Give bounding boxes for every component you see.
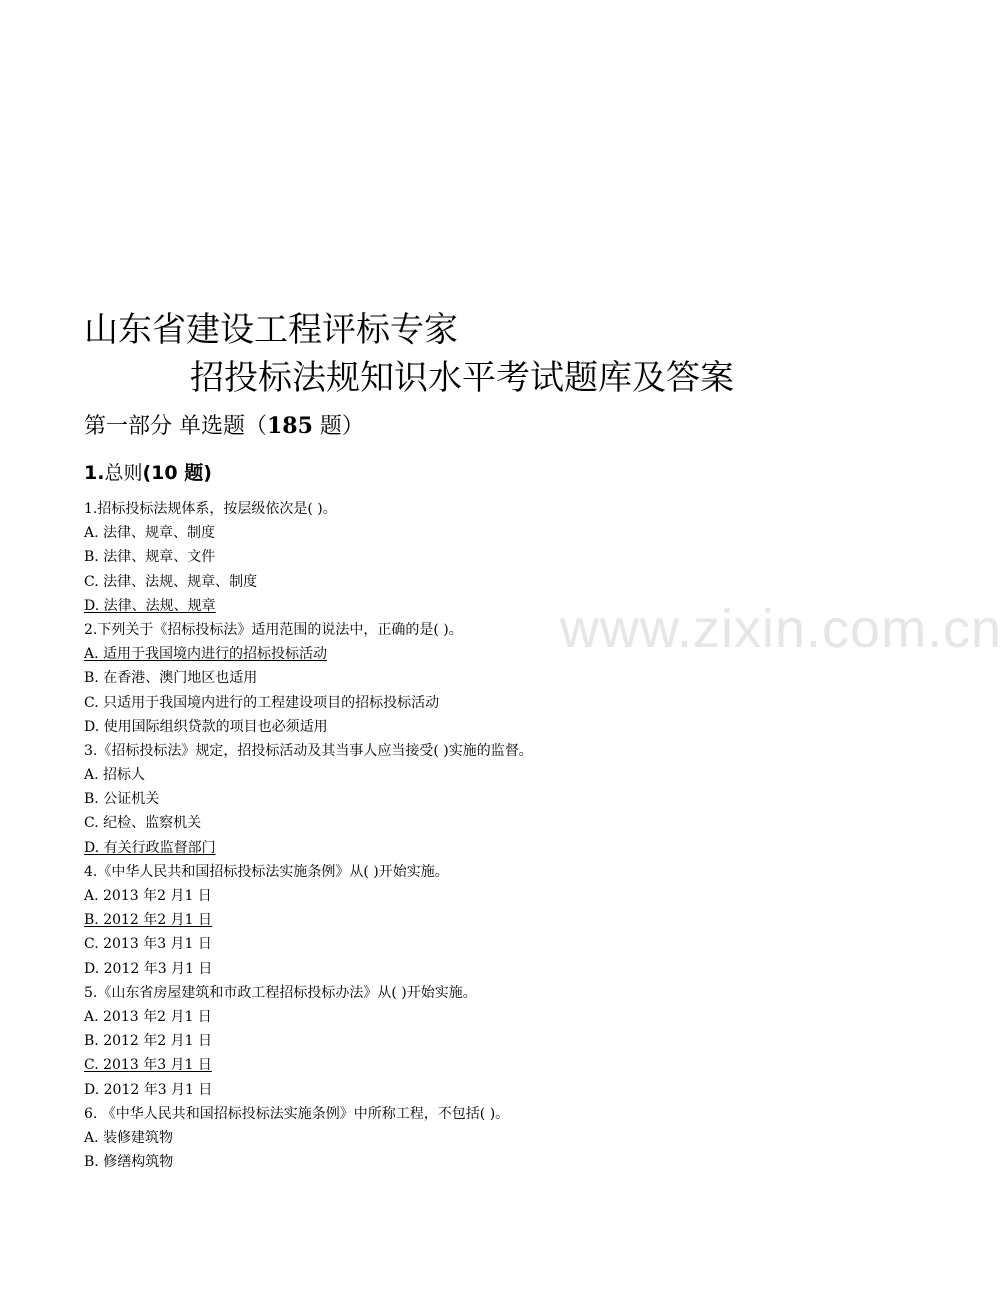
option-text: B. 2012 年2 月1 日 bbox=[84, 1033, 212, 1050]
option-text: A. 2013 年2 月1 日 bbox=[84, 1008, 212, 1025]
answer-option bbox=[84, 957, 884, 981]
correct-answer-option bbox=[84, 836, 884, 860]
answer-option bbox=[84, 932, 884, 956]
question-text bbox=[84, 739, 884, 763]
option-text: B. 在香港、澳门地区也适用 bbox=[84, 670, 258, 687]
correct-answer-option bbox=[84, 642, 884, 666]
option-text: D. 2012 年3 月1 日 bbox=[84, 1081, 213, 1098]
question-text bbox=[84, 860, 884, 884]
answer-option bbox=[84, 545, 884, 569]
question-text bbox=[84, 618, 884, 642]
question-text bbox=[84, 497, 884, 521]
question-text-content: 1.招标投标法规体系，按层级依次是( )。 bbox=[84, 501, 337, 517]
question-text-content: 6. 《中华人民共和国招标投标法实施条例》中所称工程，不包括( )。 bbox=[84, 1105, 510, 1122]
section-name: 总则 bbox=[104, 462, 143, 484]
option-text: C. 2013 年3 月1 日 bbox=[84, 1057, 212, 1074]
answer-option bbox=[84, 691, 884, 715]
watermark: www.zixin.com.cn bbox=[560, 599, 1002, 659]
option-text: A. 适用于我国境内进行的招标投标活动 bbox=[84, 646, 328, 663]
answer-option bbox=[84, 1126, 884, 1150]
part-heading-prefix: 第一部分 单选题（ bbox=[84, 414, 267, 439]
answer-option bbox=[84, 1029, 884, 1053]
answer-option bbox=[84, 570, 884, 594]
answer-option bbox=[84, 715, 884, 739]
option-text: C. 只适用于我国境内进行的工程建设项目的招标投标活动 bbox=[84, 694, 440, 711]
part-heading-count: 185 bbox=[267, 413, 313, 439]
answer-option bbox=[84, 763, 884, 787]
answer-option bbox=[84, 666, 884, 690]
part-heading bbox=[84, 410, 364, 443]
answer-option bbox=[84, 811, 884, 835]
correct-answer-option bbox=[84, 1053, 884, 1077]
question-text-content: 2.下列关于《招标投标法》适用范围的说法中，正确的是( )。 bbox=[84, 621, 463, 638]
part-heading-suffix: 题） bbox=[312, 414, 364, 439]
answer-option bbox=[84, 1150, 884, 1174]
question-text-content: 3.《招标投标法》规定，招投标活动及其当事人应当接受( )实施的监督。 bbox=[84, 742, 533, 759]
document-title-line2: 招投标法规知识水平考试题库及答案 bbox=[190, 358, 734, 398]
section-heading bbox=[84, 458, 212, 488]
question-text-content: 5.《山东省房屋建筑和市政工程招标投标办法》从( )开始实施。 bbox=[84, 984, 477, 1001]
option-text: D. 有关行政监督部门 bbox=[84, 839, 216, 856]
question-text bbox=[84, 1102, 884, 1126]
answer-option bbox=[84, 521, 884, 545]
option-text: C. 法律、法规、规章、制度 bbox=[84, 573, 258, 590]
document-title-line1: 山东省建设工程评标专家 bbox=[84, 310, 458, 350]
question-text bbox=[84, 981, 884, 1005]
option-text: A. 招标人 bbox=[84, 767, 146, 784]
option-text: A. 装修建筑物 bbox=[84, 1129, 174, 1146]
question-text-content: 4.《中华人民共和国招标投标法实施条例》从( )开始实施。 bbox=[84, 863, 449, 880]
option-text: D. 使用国际组织贷款的项目也必须适用 bbox=[84, 718, 328, 735]
section-count-open: (10 bbox=[142, 462, 178, 484]
option-text: B. 公证机关 bbox=[84, 791, 160, 808]
option-text: C. 纪检、监察机关 bbox=[84, 815, 202, 832]
option-text: A. 2013 年2 月1 日 bbox=[84, 888, 212, 904]
option-text: D. 2012 年3 月1 日 bbox=[84, 960, 213, 977]
answer-option bbox=[84, 1078, 884, 1102]
answer-option bbox=[84, 787, 884, 811]
option-text: B. 修缮构筑物 bbox=[84, 1154, 174, 1171]
option-text: B. 法律、规章、文件 bbox=[84, 549, 216, 566]
answer-option bbox=[84, 1005, 884, 1029]
section-number: 1. bbox=[84, 462, 105, 484]
correct-answer-option bbox=[84, 908, 884, 932]
option-text: A. 法律、规章、制度 bbox=[84, 525, 216, 542]
option-text: C. 2013 年3 月1 日 bbox=[84, 936, 212, 953]
option-text: B. 2012 年2 月1 日 bbox=[84, 912, 212, 929]
question-list bbox=[84, 497, 884, 1174]
option-text: D. 法律、法规、规章 bbox=[84, 597, 216, 614]
section-count-suffix: 题) bbox=[177, 462, 212, 484]
correct-answer-option bbox=[84, 594, 884, 618]
answer-option bbox=[84, 884, 884, 908]
